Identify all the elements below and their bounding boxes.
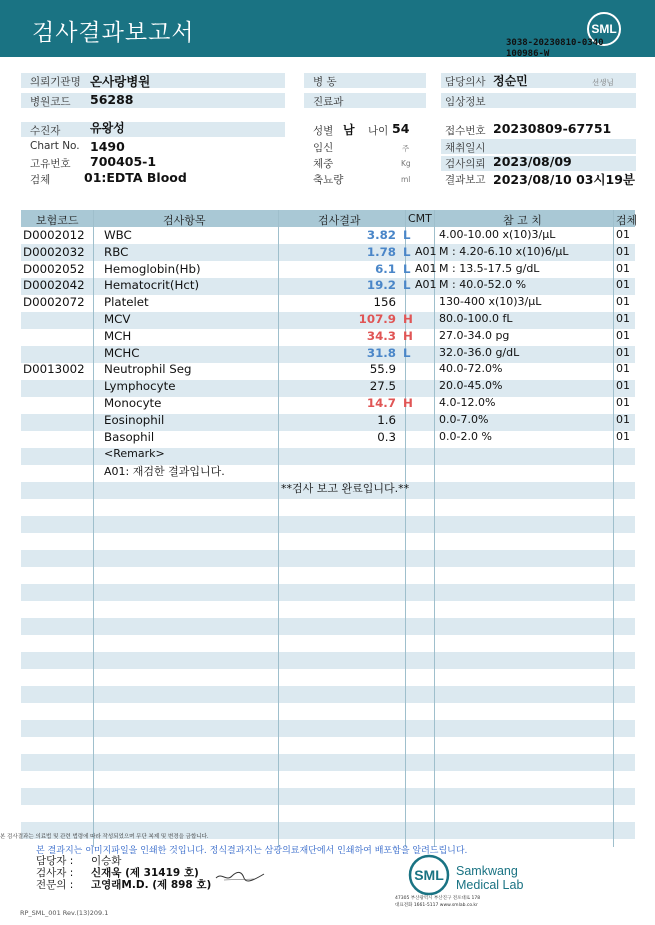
specimen-code: 01 bbox=[616, 430, 630, 443]
brand-line2: Medical Lab bbox=[456, 878, 524, 892]
result-flag: L bbox=[403, 228, 411, 242]
column-divider bbox=[278, 210, 279, 847]
specimen-code: 01 bbox=[616, 245, 630, 258]
result-flag: L bbox=[403, 278, 411, 292]
remark-title: <Remark> bbox=[104, 447, 165, 460]
specimen-code: 01 bbox=[616, 346, 630, 359]
chart-no-label: Chart No. bbox=[30, 140, 80, 152]
column-divider bbox=[434, 210, 435, 847]
test-result: 107.9 bbox=[358, 312, 396, 326]
institution-label: 의뢰기관명 bbox=[30, 76, 81, 88]
request-label: 검사의뢰 bbox=[445, 158, 486, 170]
test-result: 0.3 bbox=[377, 430, 396, 444]
footer-fine-print: 본 검사결과는 의료법 및 관련 법령에 따라 작성되었으며 무단 복제 및 변경을 금합니다. bbox=[0, 834, 209, 840]
test-result: 27.5 bbox=[369, 379, 396, 393]
receipt-value: 20230809-67751 bbox=[493, 121, 612, 136]
report-value: 2023/08/10 03시19분 bbox=[493, 172, 636, 187]
header-reference: 참 고 치 bbox=[503, 214, 542, 227]
reference-range: 4.0-12.0% bbox=[439, 396, 496, 409]
insurance-code: D0013002 bbox=[23, 362, 85, 376]
result-flag: H bbox=[403, 312, 413, 326]
test-result: 156 bbox=[373, 295, 396, 309]
header-result: 검사결과 bbox=[318, 214, 361, 227]
test-result: 34.3 bbox=[366, 329, 396, 343]
header-insurance-code: 보험코드 bbox=[36, 214, 79, 227]
reference-range: M : 4.20-6.10 x(10)6/μL bbox=[439, 245, 569, 258]
reference-range: 20.0-45.0% bbox=[439, 379, 503, 392]
collect-label: 채취일시 bbox=[445, 142, 486, 154]
doctor-value: 정순민 bbox=[493, 74, 528, 88]
test-result: 19.2 bbox=[366, 278, 396, 292]
signature-image bbox=[214, 868, 266, 884]
test-name: Basophil bbox=[104, 430, 155, 444]
ward-label: 병 동 bbox=[313, 76, 337, 88]
patient-label: 수진자 bbox=[30, 125, 61, 137]
address-line: 47305 부산광역시 부산진구 전포대로 178 bbox=[395, 896, 481, 901]
test-name: Hemoglobin(Hb) bbox=[104, 262, 201, 276]
specimen-code: 01 bbox=[616, 312, 630, 325]
lab-address bbox=[395, 895, 480, 909]
insurance-code: D0002072 bbox=[23, 295, 85, 309]
specialist-label: 전문의 : bbox=[36, 879, 74, 891]
test-name: Monocyte bbox=[104, 396, 162, 410]
department-label: 진료과 bbox=[313, 96, 344, 108]
test-result: 1.6 bbox=[377, 413, 396, 427]
age-value: 54 bbox=[392, 121, 410, 136]
tester-name: 신재욱 (제 31419 호) bbox=[91, 867, 199, 879]
sml-footer-logo-text: SML bbox=[414, 867, 444, 883]
reference-range: 0.0-7.0% bbox=[439, 413, 489, 426]
table-stripe bbox=[21, 618, 635, 635]
test-result: 3.82 bbox=[366, 228, 396, 242]
insurance-code: D0002042 bbox=[23, 278, 85, 292]
report-id-line1: 3038-20230810-0340 bbox=[506, 38, 604, 48]
phone-line: 대표전화 1661-5117 www.smlab.co.kr bbox=[395, 903, 478, 908]
pregnancy-unit: 주 bbox=[402, 144, 410, 153]
sml-logo-text: SML bbox=[591, 22, 617, 36]
report-id bbox=[506, 38, 604, 60]
unique-no-value: 700405-1 bbox=[90, 154, 157, 169]
column-divider bbox=[613, 210, 614, 847]
table-stripe bbox=[21, 584, 635, 601]
report-label: 결과보고 bbox=[445, 174, 486, 186]
table-stripe bbox=[21, 754, 635, 771]
reference-range: M : 13.5-17.5 g/dL bbox=[439, 262, 540, 275]
doctor-label: 담당의사 bbox=[445, 76, 486, 88]
brand-line1: Samkwang bbox=[456, 864, 518, 878]
insurance-code: D0002012 bbox=[23, 228, 85, 242]
specimen-code: 01 bbox=[616, 295, 630, 308]
sml-footer-logo bbox=[405, 854, 453, 896]
column-divider bbox=[405, 210, 406, 847]
remark-text: A01: 재검한 결과입니다. bbox=[104, 465, 225, 478]
institution-value: 온사랑병원 bbox=[90, 74, 151, 89]
table-stripe bbox=[21, 550, 635, 567]
test-name: MCH bbox=[104, 329, 132, 343]
test-result: 1.78 bbox=[366, 245, 396, 259]
specimen-code: 01 bbox=[616, 228, 630, 241]
weight-label: 체중 bbox=[313, 158, 334, 170]
staff-name: 이승화 bbox=[91, 855, 122, 867]
info-bar-patient bbox=[21, 122, 285, 137]
specimen-code: 01 bbox=[616, 262, 630, 275]
header-specimen: 검체 bbox=[616, 214, 638, 227]
reference-range: 40.0-72.0% bbox=[439, 362, 503, 375]
result-flag: L bbox=[403, 346, 411, 360]
chart-no-value: 1490 bbox=[90, 139, 125, 154]
urine-label: 축뇨량 bbox=[313, 174, 344, 186]
reference-range: M : 40.0-52.0 % bbox=[439, 278, 527, 291]
table-stripe bbox=[21, 788, 635, 805]
specimen-code: 01 bbox=[616, 362, 630, 375]
test-name: Neutrophil Seg bbox=[104, 362, 192, 376]
urine-unit: ml bbox=[401, 175, 411, 184]
reference-range: 4.00-10.00 x(10)3/μL bbox=[439, 228, 556, 241]
report-complete-text: **검사 보고 완료입니다.** bbox=[281, 482, 410, 495]
staff-label: 담당자 : bbox=[36, 855, 74, 867]
specimen-value: 01:EDTA Blood bbox=[84, 170, 187, 185]
doctor-suffix: 선생님 bbox=[592, 78, 614, 87]
age-label: 나이 bbox=[368, 125, 389, 137]
specimen-code: 01 bbox=[616, 278, 630, 291]
reference-range: 32.0-36.0 g/dL bbox=[439, 346, 520, 359]
header-test-item: 검사항목 bbox=[163, 214, 206, 227]
result-flag: L bbox=[403, 262, 411, 276]
specimen-code: 01 bbox=[616, 413, 630, 426]
report-id-line2: 100986-W bbox=[506, 49, 550, 59]
test-name: RBC bbox=[104, 245, 129, 259]
table-stripe bbox=[21, 686, 635, 703]
specimen-code: 01 bbox=[616, 396, 630, 409]
test-name: WBC bbox=[104, 228, 132, 242]
sex-value: 남 bbox=[343, 123, 355, 137]
result-flag: H bbox=[403, 396, 413, 410]
test-name: MCHC bbox=[104, 346, 140, 360]
patient-value: 유왕성 bbox=[90, 121, 125, 135]
weight-unit: Kg bbox=[401, 159, 411, 168]
table-stripe bbox=[21, 516, 635, 533]
specimen-label: 검체 bbox=[30, 174, 51, 186]
test-name: Hematocrit(Hct) bbox=[104, 278, 200, 292]
brand-name bbox=[456, 864, 523, 892]
table-stripe bbox=[21, 720, 635, 737]
header-cmt: CMT bbox=[408, 212, 432, 225]
test-result: 31.8 bbox=[366, 346, 396, 360]
test-result: 14.7 bbox=[366, 396, 396, 410]
reference-range: 27.0-34.0 pg bbox=[439, 329, 510, 342]
receipt-label: 접수번호 bbox=[445, 125, 486, 137]
report-title: 검사결과보고서 bbox=[32, 20, 195, 46]
table-stripe bbox=[21, 652, 635, 669]
result-flag: L bbox=[403, 245, 411, 259]
hospital-code-value: 56288 bbox=[90, 92, 134, 107]
test-result: 55.9 bbox=[369, 362, 396, 376]
test-name: Lymphocyte bbox=[104, 379, 176, 393]
form-code: RP_SML_001 Rev.(13)209.1 bbox=[20, 909, 109, 917]
column-divider bbox=[93, 210, 94, 847]
test-name: Eosinophil bbox=[104, 413, 165, 427]
comment-code: A01 bbox=[415, 262, 437, 275]
test-name: MCV bbox=[104, 312, 131, 326]
test-name: Platelet bbox=[104, 295, 149, 309]
insurance-code: D0002052 bbox=[23, 262, 85, 276]
test-result: 6.1 bbox=[375, 262, 396, 276]
clinical-info-label: 임상정보 bbox=[445, 96, 486, 108]
footer-note: 본 결과지는 이미지파일을 인쇄한 것입니다. 정식결과지는 삼광의료재단에서 인쇄하여 배포함을 알려드립니다. bbox=[36, 846, 468, 856]
comment-code: A01 bbox=[415, 245, 437, 258]
reference-range: 80.0-100.0 fL bbox=[439, 312, 513, 325]
reference-range: 130-400 x(10)3/μL bbox=[439, 295, 542, 308]
request-value: 2023/08/09 bbox=[493, 154, 572, 169]
insurance-code: D0002032 bbox=[23, 245, 85, 259]
sex-label: 성별 bbox=[313, 125, 334, 137]
comment-code: A01 bbox=[415, 278, 437, 291]
result-flag: H bbox=[403, 329, 413, 343]
unique-no-label: 고유번호 bbox=[30, 158, 71, 170]
tester-label: 검사자 : bbox=[36, 867, 74, 879]
specimen-code: 01 bbox=[616, 329, 630, 342]
reference-range: 0.0-2.0 % bbox=[439, 430, 492, 443]
specialist-name: 고영래M.D. (제 898 호) bbox=[91, 879, 212, 891]
pregnancy-label: 임신 bbox=[313, 142, 334, 154]
hospital-code-label: 병원코드 bbox=[30, 96, 71, 108]
specimen-code: 01 bbox=[616, 379, 630, 392]
